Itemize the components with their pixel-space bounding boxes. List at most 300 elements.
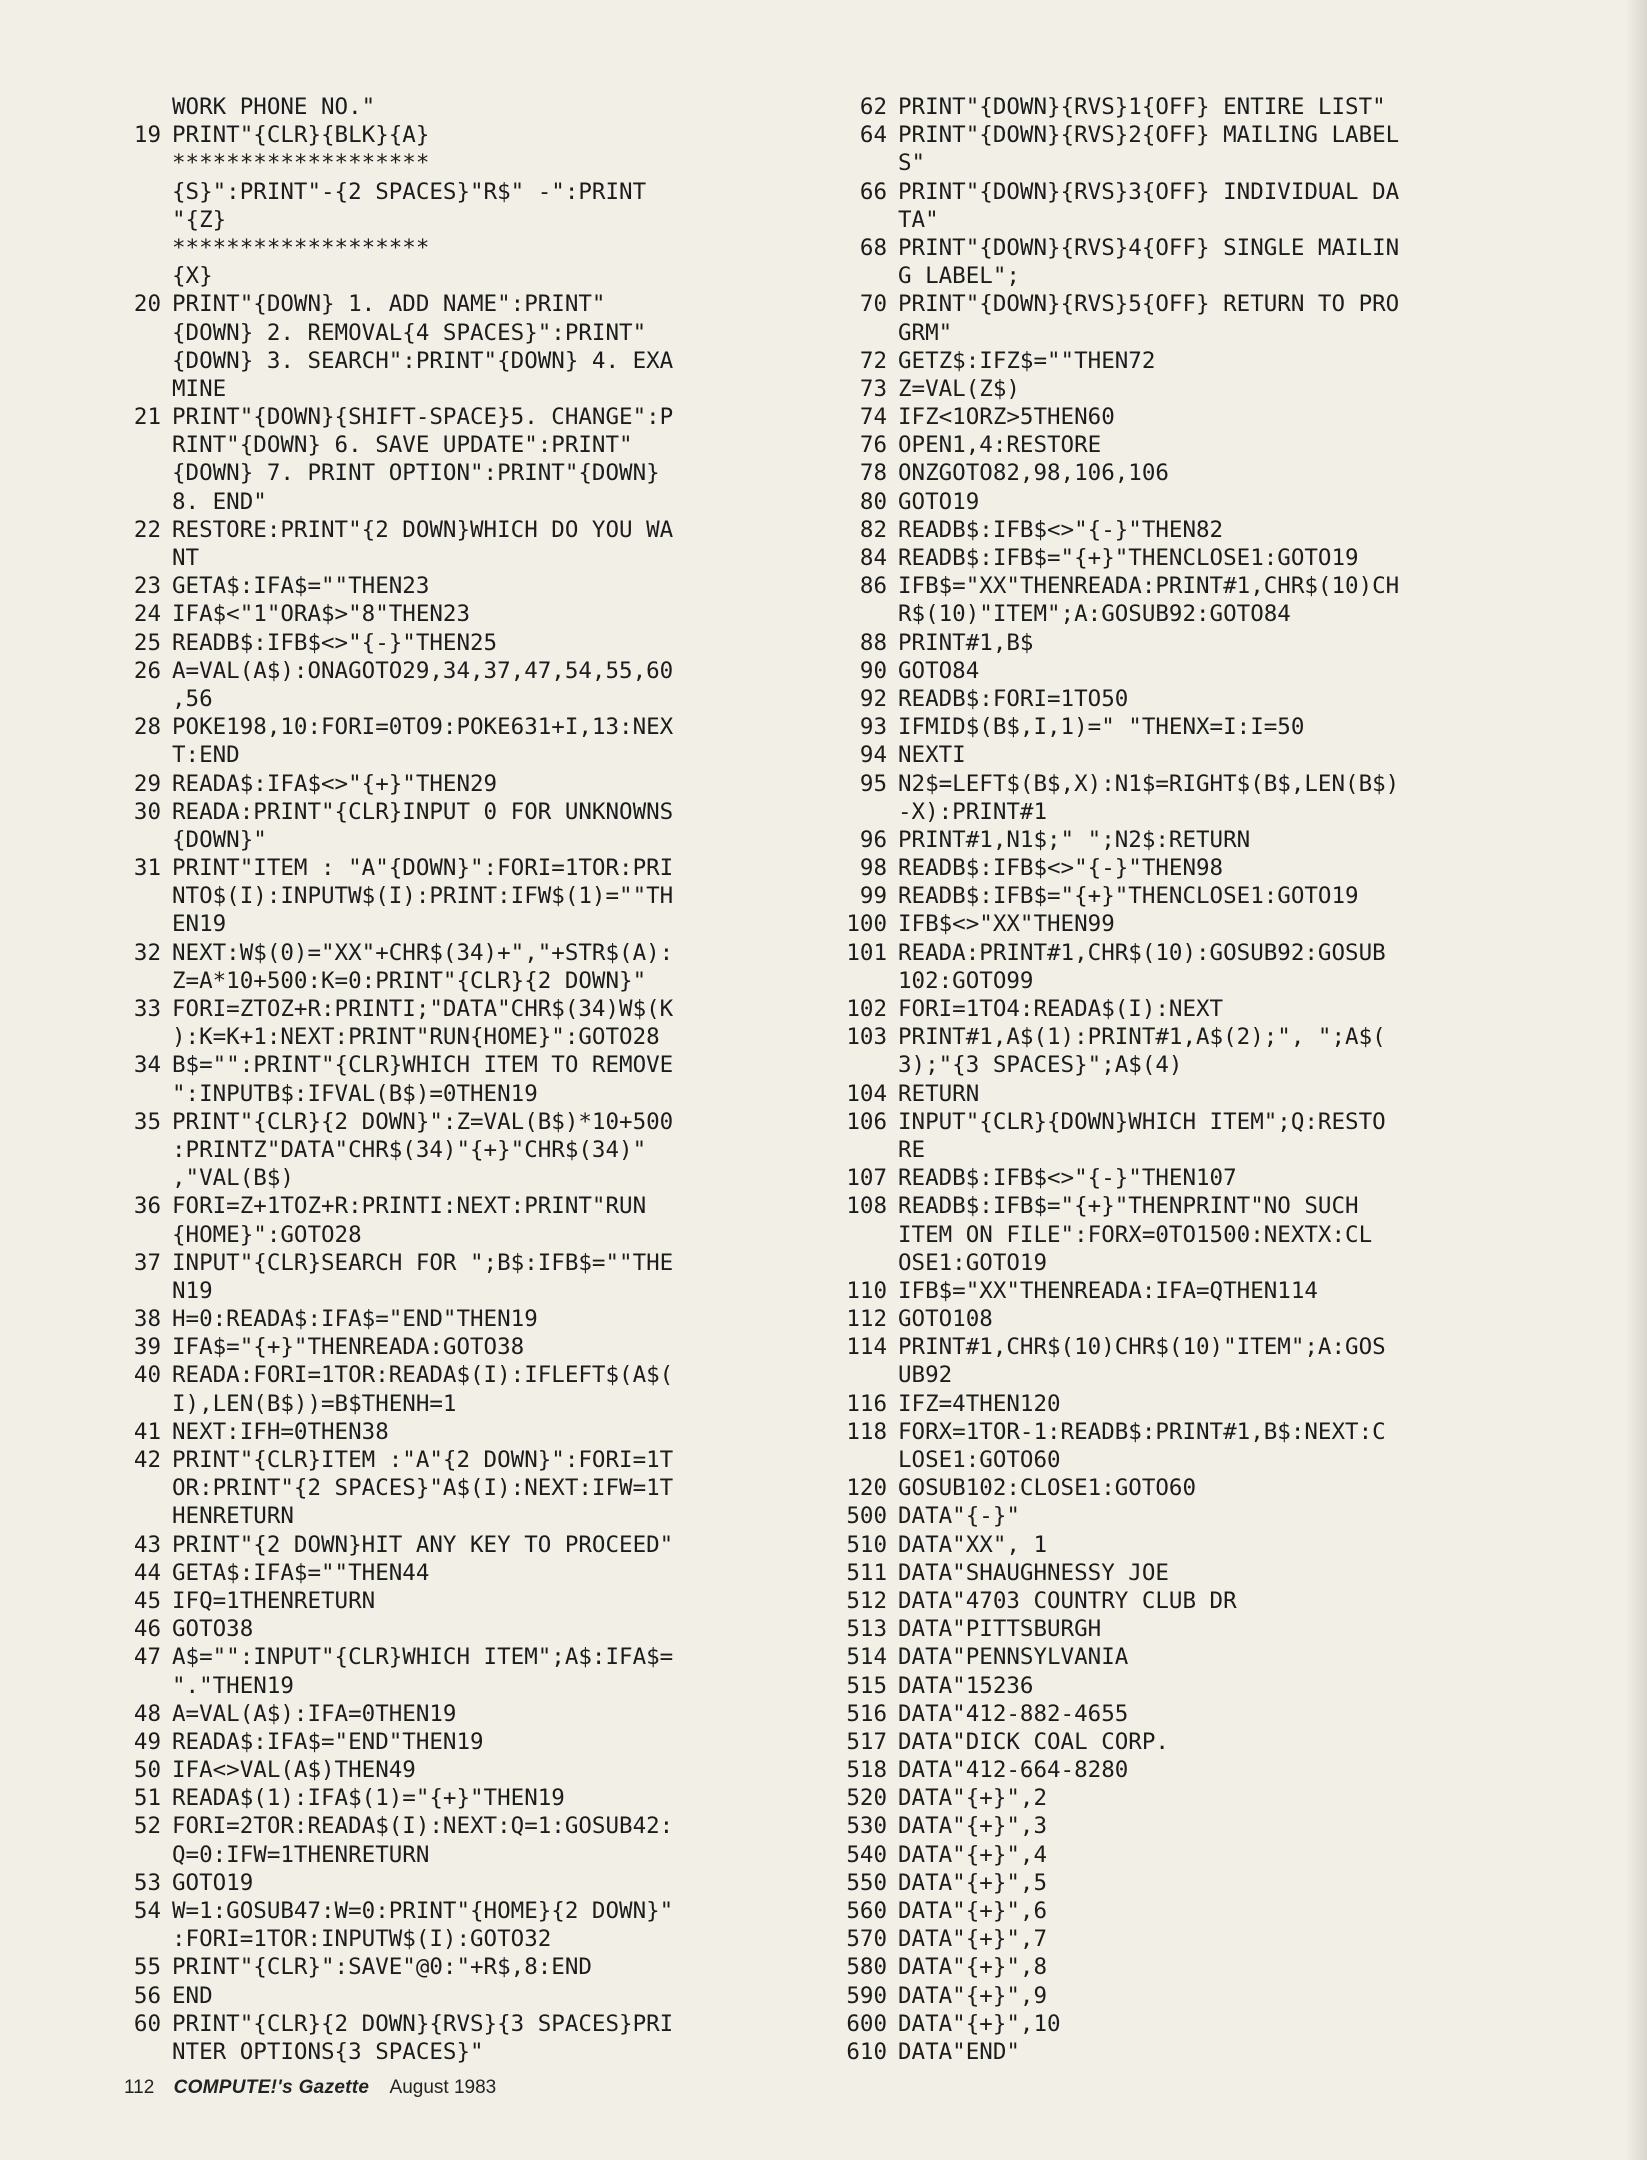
code-line <box>832 1587 1622 1615</box>
code-line <box>832 1982 1622 2010</box>
line-number: 36 <box>133 1193 161 1220</box>
code-line <box>120 1446 810 1474</box>
line-number: 70 <box>859 291 887 318</box>
code-text: DATA"DICK COAL CORP. <box>898 1728 1169 1755</box>
code-text: PRINT"{DOWN}{RVS}5{OFF} RETURN TO PRO <box>898 291 1400 318</box>
code-line <box>120 572 810 600</box>
code-line <box>120 685 810 713</box>
code-text: A=VAL(A$):IFA=0THEN19 <box>172 1700 457 1727</box>
code-line <box>832 1869 1622 1897</box>
code-line <box>120 1502 810 1530</box>
code-line <box>120 1812 810 1840</box>
code-text: DATA"412-882-4655 <box>898 1700 1129 1727</box>
code-text: UB92 <box>898 1362 953 1389</box>
code-text: DATA"{+}",5 <box>898 1869 1048 1896</box>
line-number: 26 <box>133 657 161 684</box>
code-text: POKE198,10:FORI=0TO9:POKE631+I,13:NEX <box>172 714 674 741</box>
line-number: 88 <box>859 629 887 656</box>
code-line <box>120 262 810 290</box>
code-text: DATA"{+}",9 <box>898 1982 1048 2009</box>
code-text: NTER OPTIONS{3 SPACES}" <box>172 2038 484 2065</box>
code-line <box>120 657 810 685</box>
line-number: 112 <box>846 1306 887 1333</box>
code-line <box>832 1615 1622 1643</box>
code-text: PRINT"ITEM : "A"{DOWN}":FORI=1TOR:PRI <box>172 855 674 882</box>
code-line <box>832 1784 1622 1812</box>
line-number: 54 <box>133 1898 161 1924</box>
listing-column-right <box>832 93 1622 2066</box>
line-number: 44 <box>133 1559 161 1586</box>
code-text: FORI=ZTOZ+R:PRINTI;"DATA"CHR$(34)W$(K <box>172 996 674 1022</box>
code-text: H=0:READA$:IFA$="END"THEN19 <box>172 1306 538 1333</box>
code-line <box>120 206 810 234</box>
code-text: READB$:IFB$<>"{-}"THEN25 <box>172 629 498 656</box>
code-text: HENRETURN <box>172 1503 294 1530</box>
code-text: INPUT"{CLR}{DOWN}WHICH ITEM";Q:RESTO <box>898 1108 1386 1135</box>
page-edge-shadow <box>1625 0 1647 2160</box>
code-line <box>832 967 1622 995</box>
line-number: 60 <box>133 2010 161 2037</box>
code-line <box>832 1080 1622 1108</box>
code-text: PRINT"{CLR}":SAVE"@0:"+R$,8:END <box>172 1954 592 1981</box>
code-text: N2$=LEFT$(B$,X):N1$=RIGHT$(B$,LEN(B$) <box>898 770 1400 797</box>
code-line <box>832 1474 1622 1502</box>
line-number: 93 <box>859 714 887 741</box>
line-number: 38 <box>133 1306 161 1333</box>
line-number: 84 <box>859 545 887 571</box>
code-line <box>832 375 1622 403</box>
line-number: 120 <box>846 1475 887 1502</box>
code-line <box>832 1559 1622 1587</box>
code-line <box>832 459 1622 487</box>
code-line <box>120 178 810 206</box>
line-number: 110 <box>846 1277 887 1304</box>
code-text: ,"VAL(B$) <box>172 1165 294 1192</box>
code-text: I),LEN(B$))=B$THENH=1 <box>172 1390 457 1417</box>
code-text: DATA"{+}",6 <box>898 1898 1048 1924</box>
code-line <box>832 657 1622 685</box>
code-text: N19 <box>172 1277 213 1304</box>
code-text: IFZ=4THEN120 <box>898 1390 1061 1417</box>
code-line <box>832 629 1622 657</box>
line-number: 23 <box>133 573 161 600</box>
line-number: 39 <box>133 1334 161 1361</box>
code-line <box>832 1136 1622 1164</box>
code-line <box>120 629 810 657</box>
code-text: DATA"412-664-8280 <box>898 1757 1129 1784</box>
code-text: IFB$="XX"THENREADA:IFA=QTHEN114 <box>898 1277 1318 1304</box>
code-text: LOSE1:GOTO60 <box>898 1447 1061 1473</box>
code-text: FORI=2TOR:READA$(I):NEXT:Q=1:GOSUB42: <box>172 1813 674 1840</box>
code-line <box>120 431 810 459</box>
code-line <box>120 290 810 318</box>
code-line <box>120 2038 810 2066</box>
code-text: GETA$:IFA$=""THEN44 <box>172 1559 430 1586</box>
code-text: GOTO19 <box>172 1869 254 1896</box>
code-line <box>832 1051 1622 1079</box>
code-text: READA$:IFA$<>"{+}"THEN29 <box>172 770 498 797</box>
code-text: Q=0:IFW=1THENRETURN <box>172 1841 430 1868</box>
line-number: 74 <box>859 404 887 431</box>
code-text: S" <box>898 150 926 177</box>
code-line <box>832 826 1622 854</box>
code-line <box>832 741 1622 769</box>
code-line <box>832 600 1622 628</box>
code-text: PRINT#1,B$ <box>898 629 1034 656</box>
line-number: 29 <box>133 770 161 797</box>
code-line <box>120 93 810 121</box>
code-line <box>832 347 1622 375</box>
code-text: 3);"{3 SPACES}";A$(4) <box>898 1052 1183 1079</box>
code-line <box>120 1305 810 1333</box>
code-text: FORI=Z+1TOZ+R:PRINTI:NEXT:PRINT"RUN <box>172 1193 647 1220</box>
code-text: TA" <box>898 206 939 233</box>
line-number: 102 <box>846 996 887 1022</box>
line-number: 45 <box>133 1587 161 1614</box>
code-line <box>120 1108 810 1136</box>
code-text: PRINT#1,CHR$(10)CHR$(10)"ITEM";A:GOS <box>898 1334 1386 1361</box>
code-text: EN19 <box>172 911 227 938</box>
line-number: 41 <box>133 1418 161 1445</box>
code-text: DATA"{+}",4 <box>898 1841 1048 1868</box>
line-number: 32 <box>133 939 161 966</box>
code-text: READB$:FORI=1TO50 <box>898 685 1129 712</box>
code-text: DATA"{+}",7 <box>898 1926 1048 1953</box>
line-number: 50 <box>133 1757 161 1784</box>
code-line <box>832 1277 1622 1305</box>
code-text: {X} <box>172 263 213 290</box>
code-line <box>832 572 1622 600</box>
code-text: DATA"PITTSBURGH <box>898 1616 1102 1643</box>
code-line <box>120 1249 810 1277</box>
line-number: 28 <box>133 714 161 741</box>
code-line <box>120 1333 810 1361</box>
code-line <box>832 1361 1622 1389</box>
code-line <box>120 1700 810 1728</box>
line-number: 55 <box>133 1954 161 1981</box>
line-number: 96 <box>859 826 887 853</box>
code-text: {DOWN} 7. PRINT OPTION":PRINT"{DOWN} <box>172 460 660 487</box>
page-footer <box>124 2077 496 2099</box>
line-number: 511 <box>846 1559 887 1586</box>
line-number: 52 <box>133 1813 161 1840</box>
code-line <box>120 149 810 177</box>
code-text: {DOWN} 2. REMOVAL{4 SPACES}":PRINT" <box>172 319 647 346</box>
code-text: {DOWN}" <box>172 826 267 853</box>
line-number: 53 <box>133 1869 161 1896</box>
code-text: PRINT"{2 DOWN}HIT ANY KEY TO PROCEED" <box>172 1531 674 1558</box>
code-text: :FORI=1TOR:INPUTW$(I):GOTO32 <box>172 1926 552 1953</box>
code-line <box>832 1305 1622 1333</box>
code-line <box>120 1051 810 1079</box>
code-text: ):K=K+1:NEXT:PRINT"RUN{HOME}":GOTO28 <box>172 1024 660 1051</box>
code-line <box>120 1080 810 1108</box>
line-number: 42 <box>133 1447 161 1473</box>
code-line <box>120 770 810 798</box>
line-number: 101 <box>846 939 887 966</box>
code-text: PRINT"{DOWN}{RVS}4{OFF} SINGLE MAILIN <box>898 234 1400 261</box>
code-text: OSE1:GOTO19 <box>898 1249 1048 1276</box>
code-line <box>832 1446 1622 1474</box>
line-number: 72 <box>859 347 887 374</box>
line-number: 540 <box>846 1841 887 1868</box>
line-number: 37 <box>133 1249 161 1276</box>
code-line <box>120 234 810 262</box>
line-number: 73 <box>859 375 887 402</box>
code-text: DATA"{+}",2 <box>898 1785 1048 1812</box>
code-line <box>832 939 1622 967</box>
code-line <box>120 459 810 487</box>
code-text: RETURN <box>898 1080 980 1107</box>
code-line <box>120 1136 810 1164</box>
line-number: 68 <box>859 234 887 261</box>
magazine-name: COMPUTE!'s Gazette <box>173 2077 370 2098</box>
code-line <box>120 939 810 967</box>
code-text: :PRINTZ"DATA"CHR$(34)"{+}"CHR$(34)" <box>172 1136 647 1163</box>
code-line <box>832 431 1622 459</box>
code-line <box>120 121 810 149</box>
code-line <box>832 1531 1622 1559</box>
code-text: {DOWN} 3. SEARCH":PRINT"{DOWN} 4. EXA <box>172 347 674 374</box>
code-line <box>832 713 1622 741</box>
code-text: FORI=1TO4:READA$(I):NEXT <box>898 996 1224 1022</box>
line-number: 35 <box>133 1108 161 1135</box>
code-line <box>832 93 1622 121</box>
code-line <box>120 1221 810 1249</box>
code-line <box>832 1841 1622 1869</box>
code-text: FORX=1TOR-1:READB$:PRINT#1,B$:NEXT:C <box>898 1418 1386 1445</box>
line-number: 56 <box>133 1982 161 2009</box>
code-line <box>120 1418 810 1446</box>
code-text: {HOME}":GOTO28 <box>172 1221 362 1248</box>
code-line <box>120 1953 810 1981</box>
code-line <box>120 1531 810 1559</box>
code-line <box>832 121 1622 149</box>
line-number: 520 <box>846 1785 887 1812</box>
line-number: 33 <box>133 996 161 1022</box>
code-line <box>832 798 1622 826</box>
line-number: 49 <box>133 1728 161 1755</box>
code-text: PRINT"{CLR}{2 DOWN}":Z=VAL(B$)*10+500 <box>172 1108 674 1135</box>
line-number: 107 <box>846 1165 887 1192</box>
code-text: GOTO19 <box>898 488 980 515</box>
code-line <box>120 516 810 544</box>
code-line <box>120 600 810 628</box>
code-text: G LABEL"; <box>898 263 1020 290</box>
code-line <box>832 488 1622 516</box>
code-line <box>120 319 810 347</box>
code-text: -X):PRINT#1 <box>898 798 1048 825</box>
code-line <box>120 826 810 854</box>
code-text: PRINT#1,N1$;" ";N2$:RETURN <box>898 826 1251 853</box>
code-text: ******************* <box>172 234 430 261</box>
code-line <box>120 347 810 375</box>
code-text: READA:FORI=1TOR:READA$(I):IFLEFT$(A$( <box>172 1362 674 1389</box>
line-number: 516 <box>846 1700 887 1727</box>
line-number: 104 <box>846 1080 887 1107</box>
code-line <box>832 206 1622 234</box>
line-number: 500 <box>846 1503 887 1530</box>
code-text: READA:PRINT#1,CHR$(10):GOSUB92:GOSUB <box>898 939 1386 966</box>
code-text: DATA"{+}",10 <box>898 2010 1061 2037</box>
code-line <box>120 1164 810 1192</box>
line-number: 43 <box>133 1531 161 1558</box>
code-line <box>832 882 1622 910</box>
code-text: NEXT:IFH=0THEN38 <box>172 1418 389 1445</box>
line-number: 25 <box>133 629 161 656</box>
code-line <box>832 1023 1622 1051</box>
listing-column-left <box>120 93 810 2066</box>
code-line <box>120 1023 810 1051</box>
code-text: READA:PRINT"{CLR}INPUT 0 FOR UNKNOWNS <box>172 798 674 825</box>
code-text: 8. END" <box>172 488 267 515</box>
code-line <box>120 1897 810 1925</box>
code-text: DATA"{-}" <box>898 1503 1020 1530</box>
code-line <box>120 1869 810 1897</box>
code-line <box>120 375 810 403</box>
line-number: 46 <box>133 1616 161 1643</box>
code-text: IFA$<"1"ORA$>"8"THEN23 <box>172 601 471 628</box>
code-text: "{Z} <box>172 206 227 233</box>
code-line <box>832 995 1622 1023</box>
line-number: 530 <box>846 1813 887 1840</box>
line-number: 610 <box>846 2038 887 2065</box>
code-line <box>832 1897 1622 1925</box>
line-number: 20 <box>133 291 161 318</box>
line-number: 108 <box>846 1193 887 1220</box>
code-text: GOTO108 <box>898 1306 993 1333</box>
code-line <box>120 1390 810 1418</box>
line-number: 116 <box>846 1390 887 1417</box>
code-line <box>832 1192 1622 1220</box>
code-line <box>832 770 1622 798</box>
code-line <box>832 319 1622 347</box>
code-line <box>120 1784 810 1812</box>
code-text: RINT"{DOWN} 6. SAVE UPDATE":PRINT" <box>172 432 633 459</box>
code-text: B$="":PRINT"{CLR}WHICH ITEM TO REMOVE <box>172 1052 674 1079</box>
code-line <box>120 2010 810 2038</box>
line-number: 34 <box>133 1052 161 1079</box>
code-text: PRINT"{CLR}{BLK}{A} <box>172 122 430 149</box>
code-line <box>120 1728 810 1756</box>
code-line <box>120 1361 810 1389</box>
code-line <box>120 1672 810 1700</box>
line-number: 62 <box>859 94 887 120</box>
code-line <box>120 1587 810 1615</box>
line-number: 570 <box>846 1926 887 1953</box>
line-number: 51 <box>133 1785 161 1812</box>
code-text: DATA"4703 COUNTRY CLUB DR <box>898 1587 1237 1614</box>
code-text: {S}":PRINT"-{2 SPACES}"R$" -":PRINT <box>172 178 647 205</box>
line-number: 106 <box>846 1108 887 1135</box>
line-number: 515 <box>846 1672 887 1699</box>
line-number: 19 <box>133 122 161 149</box>
code-text: GETZ$:IFZ$=""THEN72 <box>898 347 1156 374</box>
code-text: PRINT"{DOWN} 1. ADD NAME":PRINT" <box>172 291 606 318</box>
line-number: 512 <box>846 1587 887 1614</box>
code-line <box>120 1474 810 1502</box>
code-line <box>832 1925 1622 1953</box>
code-text: Z=VAL(Z$) <box>898 375 1020 402</box>
line-number: 24 <box>133 601 161 628</box>
line-number: 550 <box>846 1869 887 1896</box>
code-text: READB$:IFB$<>"{-}"THEN107 <box>898 1165 1237 1192</box>
code-line <box>832 910 1622 938</box>
code-text: GOTO38 <box>172 1616 254 1643</box>
line-number: 40 <box>133 1362 161 1389</box>
code-text: W=1:GOSUB47:W=0:PRINT"{HOME}{2 DOWN}" <box>172 1898 674 1924</box>
code-line <box>120 1756 810 1784</box>
code-text: NTO$(I):INPUTW$(I):PRINT:IFW$(1)=""TH <box>172 883 674 910</box>
code-line <box>832 1249 1622 1277</box>
code-text: T:END <box>172 742 240 769</box>
code-line <box>832 290 1622 318</box>
code-text: IFB$<>"XX"THEN99 <box>898 911 1115 938</box>
code-line <box>832 1418 1622 1446</box>
code-line <box>120 910 810 938</box>
code-text: READB$:IFB$="{+}"THENCLOSE1:GOTO19 <box>898 883 1359 910</box>
line-number: 86 <box>859 573 887 600</box>
code-text: DATA"END" <box>898 2038 1020 2065</box>
code-text: "."THEN19 <box>172 1672 294 1699</box>
code-text: Z=A*10+500:K=0:PRINT"{CLR}{2 DOWN}" <box>172 967 647 994</box>
code-text: IFQ=1THENRETURN <box>172 1587 376 1614</box>
code-text: IFZ<1ORZ>5THEN60 <box>898 404 1115 431</box>
code-line <box>120 995 810 1023</box>
code-line <box>832 1700 1622 1728</box>
code-text: READB$:IFB$="{+}"THENPRINT"NO SUCH <box>898 1193 1359 1220</box>
code-text: PRINT"{DOWN}{RVS}1{OFF} ENTIRE LIST" <box>898 94 1386 120</box>
page-number: 112 <box>124 2077 155 2098</box>
code-line <box>832 262 1622 290</box>
code-line <box>120 1615 810 1643</box>
line-number: 78 <box>859 460 887 487</box>
code-line <box>120 1559 810 1587</box>
code-line <box>832 1502 1622 1530</box>
line-number: 513 <box>846 1616 887 1643</box>
code-line <box>832 1672 1622 1700</box>
line-number: 66 <box>859 178 887 205</box>
code-line <box>832 178 1622 206</box>
code-text: GOSUB102:CLOSE1:GOTO60 <box>898 1475 1197 1502</box>
code-line <box>832 1108 1622 1136</box>
code-line <box>120 1192 810 1220</box>
code-line <box>120 741 810 769</box>
code-text: DATA"PENNSYLVANIA <box>898 1644 1129 1671</box>
code-text: A=VAL(A$):ONAGOTO29,34,37,47,54,55,60 <box>172 657 674 684</box>
code-line <box>832 516 1622 544</box>
code-line <box>120 1277 810 1305</box>
code-text: READB$:IFB$="{+}"THENCLOSE1:GOTO19 <box>898 545 1359 571</box>
code-text: PRINT"{CLR}ITEM :"A"{2 DOWN}":FORI=1T <box>172 1447 674 1473</box>
code-line <box>832 403 1622 431</box>
code-text: IFB$="XX"THENREADA:PRINT#1,CHR$(10)CH <box>898 573 1400 600</box>
line-number: 95 <box>859 770 887 797</box>
code-line <box>832 2038 1622 2066</box>
code-line <box>120 882 810 910</box>
code-line <box>120 403 810 431</box>
code-line <box>832 854 1622 882</box>
line-number: 100 <box>846 911 887 938</box>
code-line <box>832 685 1622 713</box>
code-line <box>120 1643 810 1671</box>
code-text: OR:PRINT"{2 SPACES}"A$(I):NEXT:IFW=1T <box>172 1475 674 1502</box>
line-number: 99 <box>859 883 887 910</box>
line-number: 580 <box>846 1954 887 1981</box>
code-text: NEXT:W$(0)="XX"+CHR$(34)+","+STR$(A): <box>172 939 674 966</box>
line-number: 80 <box>859 488 887 515</box>
line-number: 90 <box>859 657 887 684</box>
